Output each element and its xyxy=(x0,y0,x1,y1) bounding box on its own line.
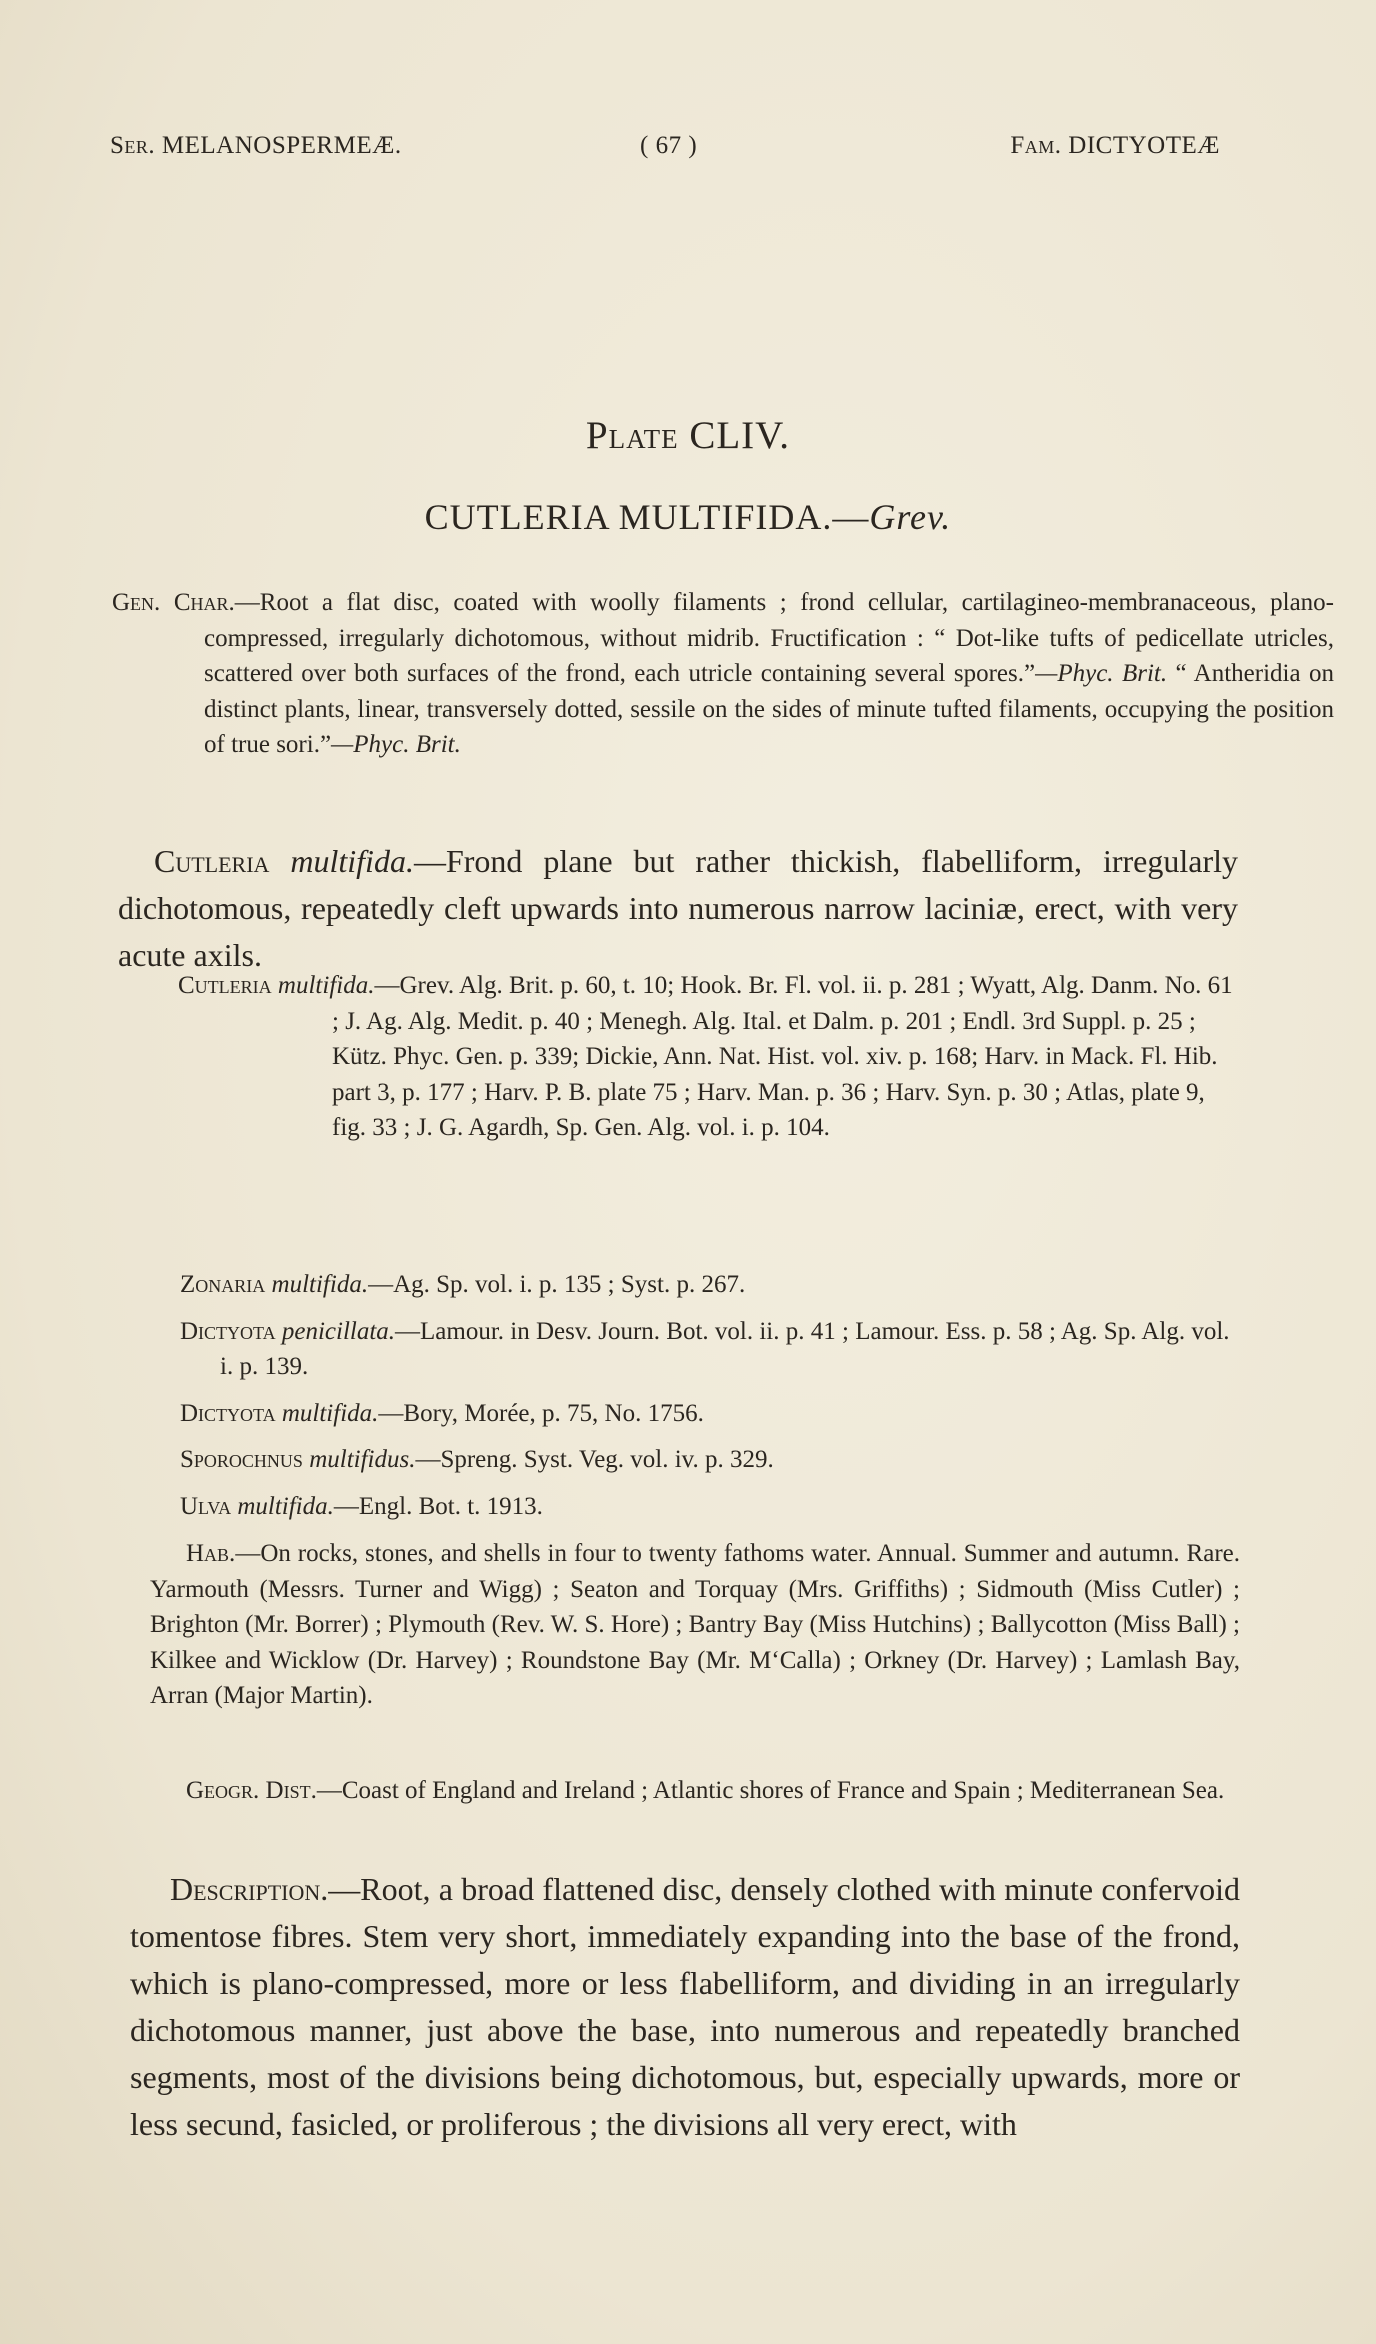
synonym-entry xyxy=(180,1442,1240,1478)
synonym-entry xyxy=(180,1314,1240,1385)
habitat-section xyxy=(150,1536,1240,1714)
description-text: —Root, a broad flattened disc, densely clothed with minute confervoid tomentose fibres. Stem very short, immediately expanding into the base of the frond, which is plano-compressed, more or less flabelliform, and dividing in an irregularly dichotomous manner, just above the base, into numerous and repeatedly branched segments, most of the divisions being dichotomous, but, especially upwards, more or less secund, fasicled, or proliferous ; the divisions all very erect, with xyxy=(130,1871,1240,2142)
synonym-genus: Dictyota xyxy=(180,1317,276,1345)
gen-char-text-2: “ Antheridia on distinct plants, linear, transversely dotted, sessile on the sides of minute tufted filaments, occupying the position of true sori.” xyxy=(204,660,1334,758)
synonym-refs: —Grev. Alg. Brit. p. 60, t. 10; Hook. Br. Fl. vol. ii. p. 281 ; Wyatt, Alg. Danm. No. 61 ; J. Ag. Alg. Medit. p. 40 ; Menegh. Alg. Ital. et Dalm. p. 201 ; Endl. 3rd Suppl. p. 25 ; Kütz. Phyc. Gen. p. 339; Dickie, Ann. Nat. Hist. vol. xiv. p. 168; Harv. in Mack. Fl. Hib. part 3, p. 177 ; Harv. P. B. plate 75 ; Harv. Man. p. 36 ; Harv. Syn. p. 30 ; Atlas, plate 9, fig. 33 ; J. G. Agardh, Sp. Gen. Alg. vol. i. p. 104. xyxy=(332,972,1233,1141)
synonym-refs: —Spreng. Syst. Veg. vol. iv. p. 329. xyxy=(415,1446,774,1473)
synonym-species: multifida. xyxy=(271,1271,369,1298)
synonym-entry xyxy=(178,968,1238,1146)
synonym-species: multifida. xyxy=(237,1492,334,1520)
synonym-genus: Ulva xyxy=(180,1492,232,1520)
plate-title: Plate CLIV. xyxy=(585,414,791,457)
running-head-family: Fam. DICTYOTEÆ xyxy=(1010,132,1220,159)
synonym-entry xyxy=(180,1396,1240,1432)
habitat-text: —On rocks, stones, and shells in four to twenty fathoms water. Annual. Summer and autumn. Rare. Yarmouth (Messrs. Turner and Wigg) ; Seaton and Torquay (Mrs. Griffiths) ; Sidmouth (Miss Cutler) ; Brighton (Mr. Borrer) ; Plymouth (Rev. W. S. Hore) ; Bantry Bay (Miss Hutchins) ; Ballycotton (Miss Ball) ; Kilkee and Wicklow (Dr. Harvey) ; Roundstone Bay (Mr. M‘Calla) ; Orkney (Dr. Harvey) ; Lamlash Bay, Arran (Major Martin). xyxy=(150,1540,1240,1709)
synonym-refs: —Ag. Sp. vol. i. p. 135 ; Syst. p. 267. xyxy=(368,1271,746,1298)
running-head xyxy=(110,132,1220,172)
gen-char-text: —Root a flat disc, coated with woolly filaments ; frond cellular, cartilagineo-membranaceous, plano-compressed, irregularly dichotomous, without midrib. Fructification : “ Dot-like tufts of pedicellate utricles, scattered over both surfaces of the frond, each utricle containing several spores.” xyxy=(204,589,1334,687)
habitat-label: Hab. xyxy=(186,1540,236,1567)
diagnosis-species: multifida. xyxy=(290,843,414,879)
geogr-label: Geogr. Dist. xyxy=(186,1777,317,1804)
gen-char-ref-1: —Phyc. Brit. xyxy=(1035,660,1168,687)
gen-char-ref-2: —Phyc. Brit. xyxy=(331,731,461,758)
synonym-genus: Sporochnus xyxy=(180,1446,303,1473)
description-label: Description. xyxy=(170,1871,329,1907)
synonym-entry xyxy=(180,1267,1240,1303)
synonym-refs: —Engl. Bot. t. 1913. xyxy=(333,1492,543,1520)
synonym-refs: —Bory, Morée, p. 75, No. 1756. xyxy=(378,1399,704,1427)
synonymy-list-continued xyxy=(180,1267,1240,1535)
synonym-refs: —Lamour. in Desv. Journ. Bot. vol. ii. p. 41 ; Lamour. Ess. p. 58 ; Ag. Sp. Alg. vol. i. p. 139. xyxy=(220,1317,1230,1380)
description-section xyxy=(130,1866,1240,2148)
synonym-species: penicillata. xyxy=(281,1317,396,1345)
synonym-genus: Cutleria xyxy=(178,972,272,999)
synonym-genus: Dictyota xyxy=(180,1399,276,1427)
synonym-genus: Zonaria xyxy=(180,1271,266,1298)
synonym-species: multifida. xyxy=(281,1399,379,1427)
gen-char-label: Gen. Char. xyxy=(112,589,235,616)
species-name: CUTLERIA MULTIFIDA.— xyxy=(424,497,870,537)
page-number: ( 67 ) xyxy=(640,132,698,159)
species-author: Grev. xyxy=(869,497,952,537)
running-head-series: Ser. MELANOSPERMEÆ. xyxy=(110,132,402,159)
diagnosis-text: —Frond plane but rather thickish, flabelliform, irregularly dichotomous, repeatedly cleft upwards into numerous narrow laciniæ, erect, with very acute axils. xyxy=(118,843,1239,973)
geogr-text: —Coast of England and Ireland ; Atlantic shores of France and Spain ; Mediterranean Sea. xyxy=(316,1777,1225,1804)
diagnosis-genus: Cutleria xyxy=(154,843,270,879)
species-diagnosis xyxy=(118,838,1238,979)
geographic-distribution xyxy=(150,1773,1240,1809)
species-title xyxy=(0,496,1376,538)
synonym-species: multifida. xyxy=(277,972,375,999)
generic-character xyxy=(112,585,1334,763)
synonymy-list xyxy=(178,968,1238,1157)
synonym-entry xyxy=(180,1489,1240,1525)
synonym-species: multifidus. xyxy=(309,1446,416,1473)
